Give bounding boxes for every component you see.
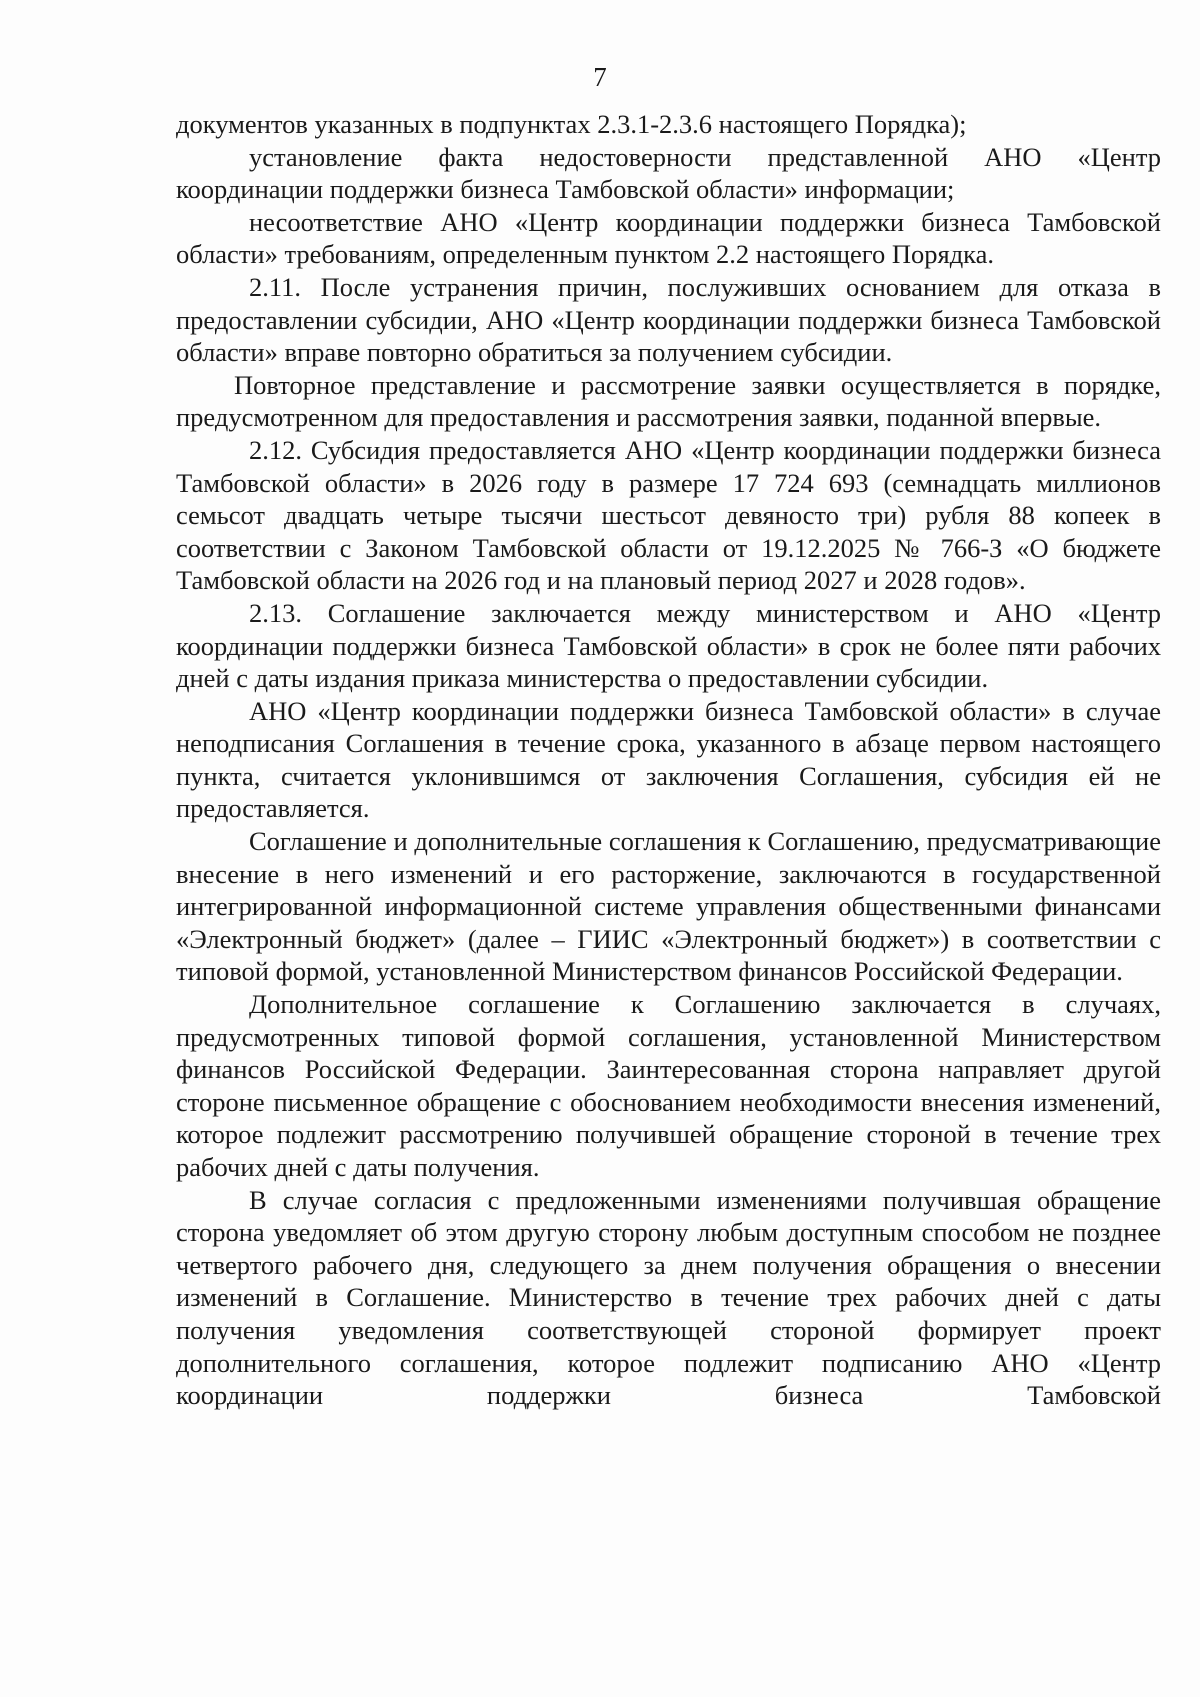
document-body	[176, 108, 1161, 1412]
paragraph-noncompliance: несоответствие АНО «Центр координации поддержки бизнеса Тамбовской области» требованиям, определенным пунктом 2.2 настоящего Порядка.	[176, 206, 1161, 270]
paragraph-2-13: 2.13. Соглашение заключается между министерством и АНО «Центр координации поддержки бизнеса Тамбовской области» в срок не более пяти рабочих дней с даты издания приказа министерства о предоставлении субсидии.	[176, 597, 1161, 694]
paragraph-continuation: документов указанных в подпунктах 2.3.1-2.3.6 настоящего Порядка);	[176, 109, 967, 139]
paragraph-consent-procedure: В случае согласия с предложенными изменениями получившая обращение сторона уведомляет об этом другую сторону любым доступным способом не позднее четвертого рабочего дня, следующего за днем получения обращения о внесении изменений в Соглашение. Министерство в течение трех рабочих дней с даты получения уведомления соответствующей стороной формирует проект дополнительного соглашения, которое подлежит подписанию АНО «Центр координации поддержки бизнеса Тамбовской	[176, 1184, 1161, 1411]
page-number: 7	[593, 62, 607, 92]
paragraph-unreliable-info: установление факта недостоверности представленной АНО «Центр координации поддержки бизнеса Тамбовской области» информации;	[176, 141, 1161, 205]
paragraph-giis-budget: Соглашение и дополнительные соглашения к Соглашению, предусматривающие внесение в него изменений и его расторжение, заключаются в государственной интегрированной информационной системе управления общественными финансами «Электронный бюджет» (далее – ГИИС «Электронный бюджет») в соответствии с типовой формой, установленной Министерством финансов Российской Федерации.	[176, 826, 1161, 987]
paragraph-non-signing: АНО «Центр координации поддержки бизнеса Тамбовской области» в случае неподписания Соглашения в течение срока, указанного в абзаце первом настоящего пункта, считается уклонившимся от заключения Соглашения, субсидия ей не предоставляется.	[176, 695, 1161, 824]
paragraph-2-11: 2.11. После устранения причин, послуживших основанием для отказа в предоставлении субсидии, АНО «Центр координации поддержки бизнеса Тамбовской области» вправе повторно обратиться за получением субсидии.	[176, 271, 1161, 368]
paragraph-additional-agreement: Дополнительное соглашение к Соглашению заключается в случаях, предусмотренных типовой формой соглашения, установленной Министерством финансов Российской Федерации. Заинтересованная сторона направляет другой стороне письменное обращение с обоснованием необходимости внесения изменений, которое подлежит рассмотрению получившей обращение стороной в течение трех рабочих дней с даты получения.	[176, 989, 1161, 1182]
paragraph-repeat-submission: Повторное представление и рассмотрение заявки осуществляется в порядке, предусмотренном для предоставления и рассмотрения заявки, поданной впервые.	[176, 369, 1161, 433]
paragraph-2-12: 2.12. Субсидия предоставляется АНО «Центр координации поддержки бизнеса Тамбовской области» в 2026 году в размере 17 724 693 (семнадцать миллионов семьсот двадцать четыре тысячи шестьсот девяносто три) рубля 88 копеек в соответствии с Законом Тамбовской области от 19.12.2025 № 766-З «О бюджете Тамбовской области на 2026 год и на плановый период 2027 и 2028 годов».	[176, 434, 1161, 596]
